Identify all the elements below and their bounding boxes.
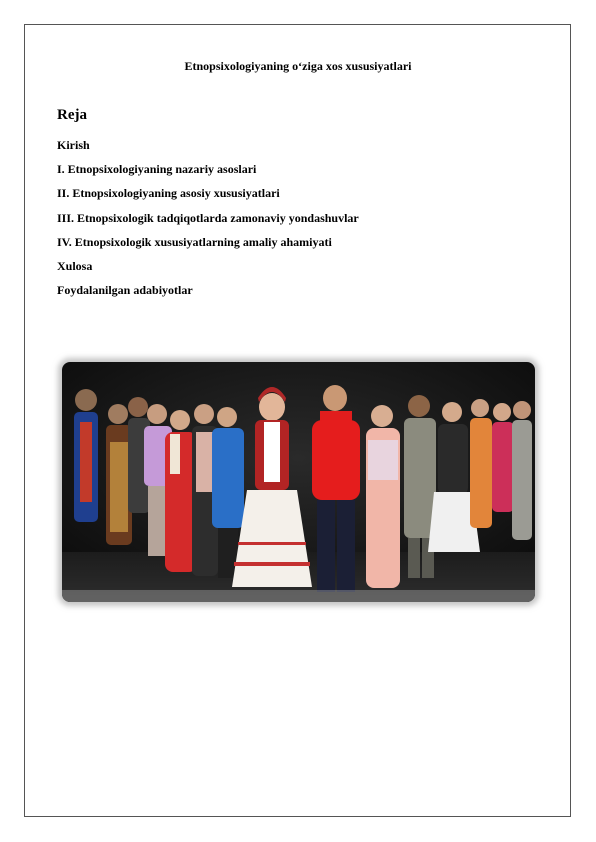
toc-item-chapter-3: III. Etnopsixologik tadqiqotlarda zamonaviy yondashuvlar [57,210,359,225]
table-of-contents [57,133,359,302]
toc-item-conclusion: Xulosa [57,258,93,273]
toc-item-chapter-4: IV. Etnopsixologik xususiyatlarning amaliy ahamiyati [57,234,332,249]
toc-item-chapter-2: II. Etnopsixologiyaning asosiy xususiyatlari [57,186,280,201]
person-right-1 [366,405,400,588]
plan-heading: Reja [57,107,87,123]
person-right-4 [470,399,492,528]
group-photo-national-costumes [62,362,535,602]
toc-item-references: Foydalanilgan adabiyotlar [57,283,193,298]
document-title: Etnopsixologiyaning o‘ziga xos xususiyatlari [184,59,412,73]
person-right-6 [512,401,532,540]
toc-item-chapter-1: I. Etnopsixologiyaning nazariy asoslari [57,162,257,177]
toc-item-introduction: Kirish [57,138,90,152]
